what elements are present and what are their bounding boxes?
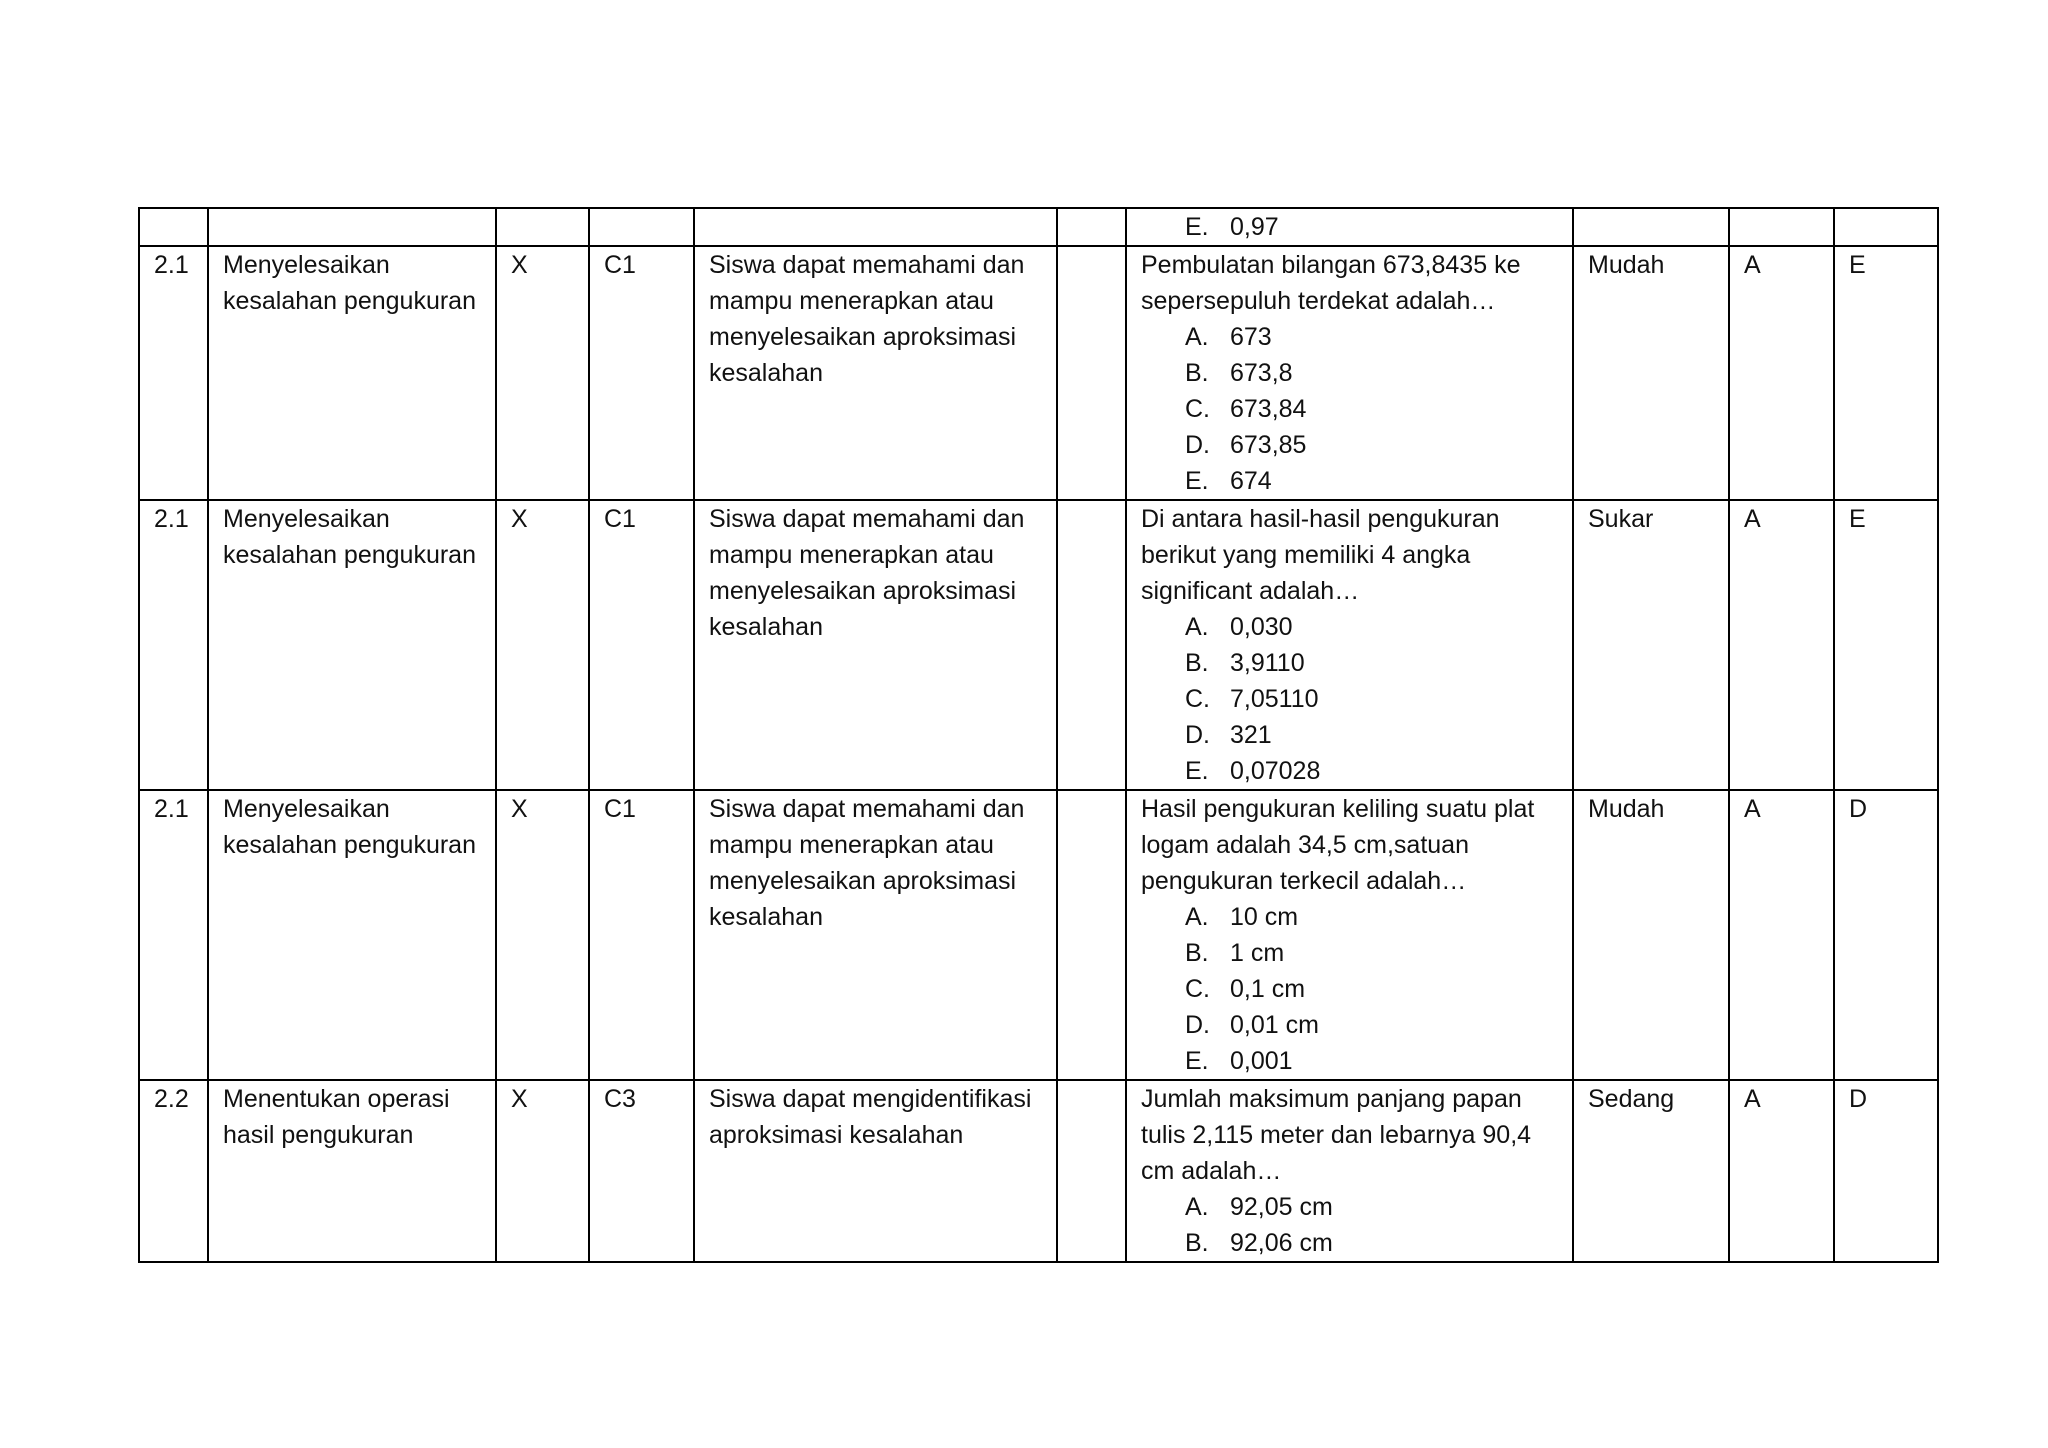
option-letter: E. [1185,213,1209,241]
option-letter: E. [1185,1047,1209,1075]
cell-no: 2.1 [139,790,208,1080]
cell-objective: Siswa dapat memahami dan mampu menerapkan atau menyelesaikan aproksimasi kesalahan [694,790,1057,1080]
cell-class: X [496,246,589,500]
cell-difficulty: Sukar [1573,500,1729,790]
cell-key: A [1729,500,1834,790]
cell-no: 2.2 [139,1080,208,1262]
cell-difficulty [1573,208,1729,246]
cell-question [1126,208,1573,246]
question-text: Jumlah maksimum panjang papan tulis 2,115 meter dan lebarnya 90,4 cm adalah… [1141,1085,1532,1185]
cell-difficulty: Mudah [1573,790,1729,1080]
option-text: 674 [1230,467,1272,495]
cell-answer: D [1834,1080,1938,1262]
cell-no: 2.1 [139,246,208,500]
table-row [139,1080,1938,1262]
option-text: 0,07028 [1230,757,1321,785]
cell-indicator: Menyelesaikan kesalahan pengukuran [208,246,496,500]
cell-answer: E [1834,500,1938,790]
cell-class: X [496,790,589,1080]
answer-option [1141,645,1560,681]
option-text: 0,01 cm [1230,1011,1319,1039]
option-text: 92,06 cm [1230,1229,1333,1257]
option-letter: B. [1185,939,1209,967]
cell-objective: Siswa dapat mengidentifikasi aproksimasi kesalahan [694,1080,1057,1262]
cell-level: C1 [589,500,694,790]
answer-option [1141,355,1560,391]
cell-question [1126,246,1573,500]
answer-option [1141,1189,1560,1225]
cell-key: A [1729,790,1834,1080]
cell-level [589,208,694,246]
option-letter: B. [1185,1229,1209,1257]
option-text: 321 [1230,721,1272,749]
answer-option [1141,427,1560,463]
question-text: Hasil pengukuran keliling suatu plat logam adalah 34,5 cm,satuan pengukuran terkecil adalah… [1141,795,1535,895]
option-letter: C. [1185,975,1210,1003]
option-letter: B. [1185,359,1209,387]
cell-answer: E [1834,246,1938,500]
option-letter: D. [1185,1011,1210,1039]
cell-key [1729,208,1834,246]
option-letter: A. [1185,323,1209,351]
answer-option [1141,681,1560,717]
answer-option [1141,717,1560,753]
table-body [139,208,1938,1262]
cell-class: X [496,500,589,790]
option-letter: E. [1185,757,1209,785]
option-letter: A. [1185,613,1209,641]
option-letter: C. [1185,685,1210,713]
option-letter: A. [1185,903,1209,931]
option-letter: A. [1185,1193,1209,1221]
answer-option [1141,971,1560,1007]
option-letter: D. [1185,431,1210,459]
cell-blank [1057,790,1126,1080]
question-text: Pembulatan bilangan 673,8435 ke sepersepuluh terdekat adalah… [1141,251,1521,315]
cell-question [1126,790,1573,1080]
option-text: 673,85 [1230,431,1307,459]
cell-key: A [1729,1080,1834,1262]
answer-option [1141,1225,1560,1261]
answer-option [1141,463,1560,499]
answer-option [1141,1043,1560,1079]
cell-blank [1057,500,1126,790]
cell-no [139,208,208,246]
cell-indicator [208,208,496,246]
cell-class: X [496,1080,589,1262]
answer-option [1141,1007,1560,1043]
cell-objective: Siswa dapat memahami dan mampu menerapkan atau menyelesaikan aproksimasi kesalahan [694,246,1057,500]
cell-indicator: Menyelesaikan kesalahan pengukuran [208,500,496,790]
option-text: 1 cm [1230,939,1285,967]
option-letter: B. [1185,649,1209,677]
answer-option [1141,609,1560,645]
question-table [138,207,1939,1263]
option-letter: C. [1185,395,1210,423]
answer-option [1141,935,1560,971]
option-text: 0,001 [1230,1047,1293,1075]
option-text: 7,05110 [1230,685,1319,713]
table-row [139,790,1938,1080]
option-letter: E. [1185,467,1209,495]
option-text: 673 [1230,323,1272,351]
cell-answer: D [1834,790,1938,1080]
option-text: 0,030 [1230,613,1293,641]
table-row [139,500,1938,790]
cell-blank [1057,1080,1126,1262]
cell-key: A [1729,246,1834,500]
cell-indicator: Menyelesaikan kesalahan pengukuran [208,790,496,1080]
answer-option [1141,209,1560,245]
cell-class [496,208,589,246]
option-text: 673,8 [1230,359,1293,387]
option-text: 92,05 cm [1230,1193,1333,1221]
cell-difficulty: Mudah [1573,246,1729,500]
option-text: 673,84 [1230,395,1307,423]
cell-no: 2.1 [139,500,208,790]
cell-level: C3 [589,1080,694,1262]
table-row [139,246,1938,500]
cell-difficulty: Sedang [1573,1080,1729,1262]
cell-objective [694,208,1057,246]
answer-option [1141,753,1560,789]
answer-option [1141,319,1560,355]
answer-option [1141,899,1560,935]
cell-question [1126,500,1573,790]
cell-question [1126,1080,1573,1262]
question-text: Di antara hasil-hasil pengukuran berikut yang memiliki 4 angka significant adalah… [1141,505,1500,605]
option-text: 10 cm [1230,903,1299,931]
option-text: 3,9110 [1230,649,1305,677]
table-row [139,208,1938,246]
option-letter: D. [1185,721,1210,749]
cell-level: C1 [589,790,694,1080]
cell-blank [1057,246,1126,500]
cell-blank [1057,208,1126,246]
cell-answer [1834,208,1938,246]
answer-option [1141,391,1560,427]
option-text: 0,97 [1230,213,1279,241]
option-text: 0,1 cm [1230,975,1306,1003]
cell-level: C1 [589,246,694,500]
cell-indicator: Menentukan operasi hasil pengukuran [208,1080,496,1262]
cell-objective: Siswa dapat memahami dan mampu menerapkan atau menyelesaikan aproksimasi kesalahan [694,500,1057,790]
